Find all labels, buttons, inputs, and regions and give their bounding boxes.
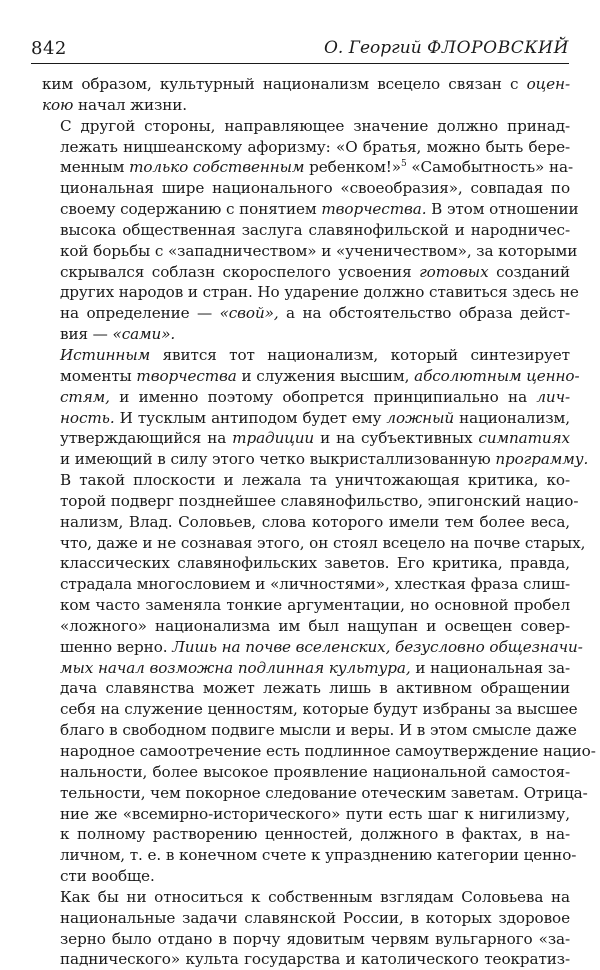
italic-span: готовых — [419, 262, 489, 281]
text-span: созданий — [488, 262, 570, 281]
text-span: и служения высшим, — [236, 366, 415, 385]
text-line — [42, 616, 570, 637]
text-line — [42, 470, 570, 491]
italic-span: лич- — [536, 387, 570, 406]
italic-span: Лишь на почве вселенских, безусловно общезначи- — [172, 637, 583, 656]
text-span: торой подверг позднейшее славянофильство, эпигонский нацио- — [60, 491, 579, 510]
text-line — [42, 408, 570, 429]
text-line — [42, 491, 579, 512]
text-span: И тусклым антиподом будет ему — [114, 408, 387, 427]
text-line — [42, 366, 580, 387]
text-line — [42, 553, 570, 574]
footnote-ref: 5 — [400, 159, 407, 170]
text-line — [42, 783, 588, 804]
text-span: явится тот национализм, который синтезирует — [150, 345, 570, 364]
italic-span: мых начал возможна подлинная культура, — [60, 658, 411, 677]
text-span: национализм, — [454, 408, 570, 427]
italic-span: только собственным — [129, 158, 305, 177]
text-span: нальности, более высокое проявление национальной самостоя- — [60, 762, 570, 781]
text-span: начал жизни. — [73, 95, 188, 114]
page-number: 842 — [31, 38, 67, 59]
text-span: лежать ницшеанскому афоризму: «О братья, можно быть бере- — [60, 137, 570, 156]
text-span: В этом отношении — [426, 200, 579, 219]
italic-span: традиции — [232, 429, 315, 448]
italic-span: творчества. — [321, 200, 427, 219]
paragraph — [42, 470, 596, 887]
text-span: классических славянофильских заветов. Его критика, правда, — [60, 554, 570, 573]
text-span: вия — — [60, 325, 113, 344]
text-span: «Самобытность» на- — [406, 158, 573, 177]
text-line — [42, 95, 570, 116]
text-span: дача славянства может лежать лишь в активном обращении — [60, 679, 570, 698]
text-span: скрывался соблазн скороспелого усвоения — [60, 262, 420, 281]
text-line — [42, 282, 579, 303]
text-span: своему содержанию с понятием — [60, 200, 322, 219]
text-span: ким образом, культурный национализм всецело связан с — [42, 75, 527, 93]
paragraph — [42, 345, 589, 470]
text-line — [42, 241, 578, 262]
text-span: «ложного» национализма им был нащупан и освещен совер- — [60, 616, 570, 635]
author-prefix: О. Георгий — [324, 38, 422, 58]
text-line — [42, 345, 570, 366]
text-span: С другой стороны, направляющее значение должно принад- — [60, 116, 570, 135]
italic-span: ность. — [60, 408, 115, 427]
text-span: ние же «всемирно-исторического» пути есть шаг к нигилизму, — [60, 804, 570, 823]
text-line — [42, 678, 570, 699]
text-span: ком часто заменяла тонкие аргументации, но основной пробел — [60, 596, 570, 615]
header-rule — [31, 63, 569, 64]
text-span: сти вообще. — [60, 867, 155, 886]
text-span: Как бы ни относиться к собственным взглядам Соловьева на — [60, 887, 570, 906]
text-line — [42, 449, 589, 470]
italic-span: ложный — [386, 408, 455, 427]
text-line — [42, 720, 577, 741]
text-span: народное самоотречение есть подлинное самоутверждение нацио- — [60, 742, 596, 760]
italic-span: «свой», — [219, 304, 279, 323]
running-header — [31, 34, 569, 62]
text-line — [42, 428, 570, 449]
text-span: и именно поэтому обопрется принципиально на — [109, 387, 537, 406]
italic-span: «сами». — [112, 325, 176, 344]
text-span: В такой плоскости и лежала та уничтожающая критика, ко- — [60, 471, 570, 490]
text-line — [42, 178, 570, 199]
italic-span: Истинным — [60, 345, 151, 364]
text-span: зерно было отдано в порчу ядовитым червям вульгарного «за- — [60, 929, 570, 948]
text-span: национальные задачи славянской России, в которых здоровое — [60, 908, 570, 927]
italic-span: стям, — [60, 387, 110, 406]
text-line — [42, 262, 570, 283]
text-span: личном, т. е. в конечном счете к упразднению категории ценно- — [60, 846, 577, 865]
text-span: к полному растворению ценностей, должного в фактах, в на- — [60, 825, 570, 844]
text-span: паднического» культа государства и католического теократиз- — [60, 950, 570, 969]
text-line — [42, 762, 570, 783]
text-line — [42, 824, 570, 845]
text-span: а на обстоятельство образа дейст- — [278, 304, 570, 323]
text-line — [42, 845, 577, 866]
text-span: что, даже и не сознавая этого, он стоял всецело на почве старых, — [60, 533, 586, 552]
paragraph — [42, 74, 570, 116]
paragraph — [42, 887, 570, 970]
text-line — [42, 512, 570, 533]
text-span: утверждающийся на — [60, 429, 233, 448]
text-span: благо в свободном подвиге мысли и веры. И в этом смысле даже — [60, 721, 577, 740]
text-line — [42, 866, 570, 887]
text-span: и имеющий в силу этого четко выкристаллизованную — [60, 450, 496, 469]
text-line — [42, 303, 570, 324]
text-line — [42, 116, 570, 137]
text-span: на определение — — [60, 304, 220, 323]
text-span: кой борьбы с «западничеством» и «ученичеством», за которыми — [60, 241, 578, 260]
text-line — [42, 387, 570, 408]
text-span: страдала многословием и «личностями», хлесткая фраза слиш- — [60, 575, 570, 594]
text-line — [42, 220, 570, 241]
text-line — [42, 949, 570, 970]
text-line — [42, 199, 579, 220]
body-text — [42, 74, 596, 970]
text-span: тельности, чем покорное следование отеческим заветам. Отрица- — [60, 783, 588, 802]
text-line — [42, 804, 570, 825]
text-line — [42, 574, 570, 595]
text-line — [42, 929, 570, 950]
author-surname: ФЛОРОВСКИЙ — [427, 38, 569, 58]
text-span: моменты — [60, 366, 137, 385]
text-line — [42, 699, 578, 720]
italic-span: симпатиях — [478, 429, 570, 448]
text-span: менным — [60, 158, 130, 177]
paragraph — [42, 116, 579, 345]
running-title — [324, 38, 569, 58]
italic-span: абсолютным ценно- — [414, 366, 580, 385]
text-line — [42, 908, 570, 929]
text-line — [42, 74, 570, 95]
text-span: себя на служение ценностям, которые будут избраны за высшее — [60, 700, 578, 719]
text-line — [42, 637, 583, 658]
italic-span: кою — [42, 95, 74, 114]
text-line — [42, 595, 570, 616]
italic-span: программу. — [495, 450, 589, 469]
italic-span: творчества — [136, 366, 237, 385]
text-span: других народов и стран. Но ударение должно ставиться здесь не — [60, 283, 579, 302]
text-span: и национальная за- — [410, 658, 570, 677]
italic-span: оцен- — [526, 75, 570, 93]
text-span: шенно верно. — [60, 637, 173, 656]
text-line — [42, 324, 570, 345]
text-span: нализм, Влад. Соловьев, слова которого имели тем более веса, — [60, 512, 570, 531]
text-line — [42, 157, 573, 178]
text-line — [42, 658, 570, 679]
text-span: и на субъективных — [314, 429, 479, 448]
text-span: высока общественная заслуга славянофильской и народничес- — [60, 220, 570, 239]
text-span: ребенком!» — [304, 158, 401, 177]
text-line — [42, 137, 570, 158]
text-line — [42, 741, 596, 762]
text-line — [42, 887, 570, 908]
text-line — [42, 533, 586, 554]
text-span: циональная шире национального «своеобразия», совпадая по — [60, 179, 570, 198]
